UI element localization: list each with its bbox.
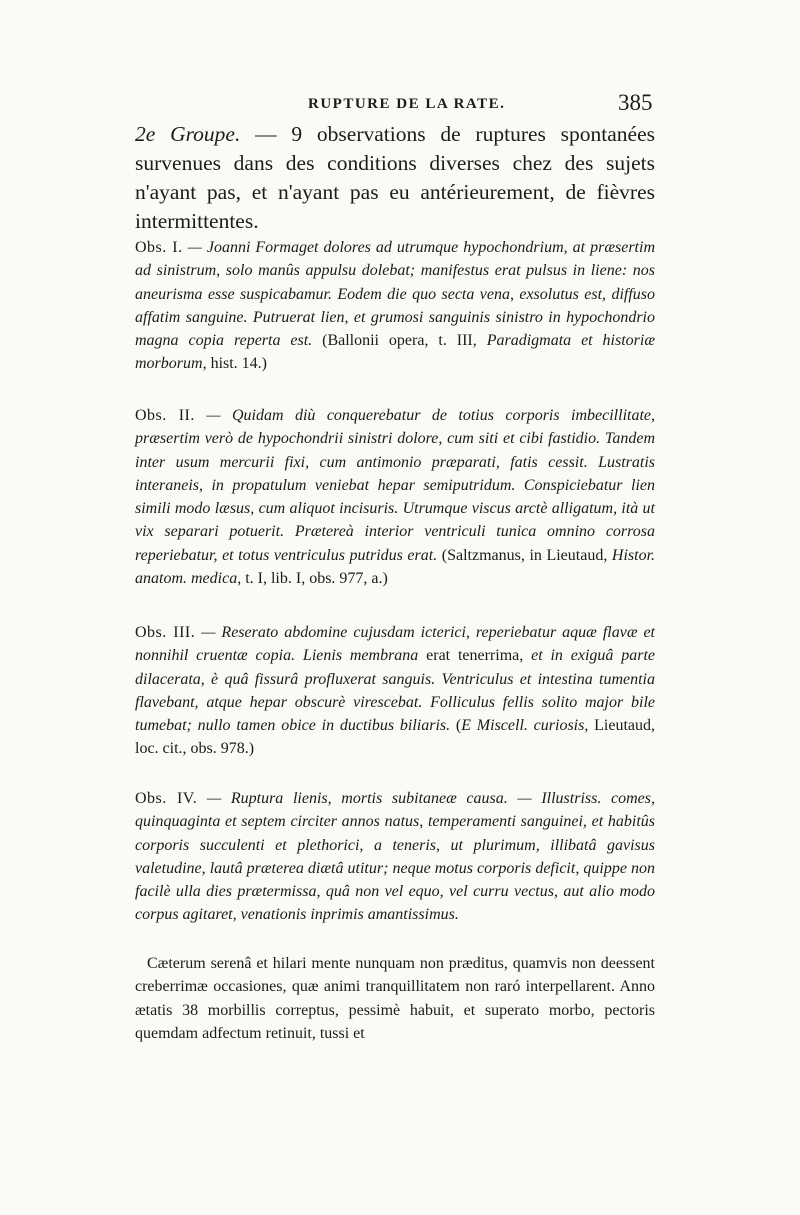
observation-3: [135, 621, 655, 761]
observation-source: (: [450, 717, 462, 735]
page-number: 385: [618, 90, 653, 115]
observation-source-end: hist. 14.): [206, 355, 268, 373]
observation-source-title: Histor. anatom. medica: [135, 546, 656, 588]
groupe-label: 2e Groupe.: [135, 122, 241, 146]
observation-source: (Ballonii opera, t. III,: [312, 332, 487, 350]
observation-4-continuation: [135, 952, 655, 1045]
observation-source-end: , Lieutaud, loc. cit., obs. 978.): [135, 717, 656, 758]
observation-latin-text: — Joanni Formaget dolores ad utrumque hypochondrium, at præsertim ad sinistrum, solo manûs appulsu dolebat; manifestus erat pulsus in liene: nos aneurisma esse suspicabamur. Eodem die quo secta vena, exsolutus est, diffuso affatim sanguine. Putruerat lien, et grumosi sanguinis sinistro in hypochondrio magna copia reperta est.: [135, 239, 655, 350]
observation-source-end: , t. I, lib. I, obs. 977, a.): [237, 570, 388, 588]
observation-source: (Saltzmanus, in Lieutaud,: [437, 546, 612, 564]
observation-latin-text: — Ruptura lienis, mortis subitaneæ causa. — Illustriss. comes, quinquaginta et septem circiter annos natus, temperamenti sanguinei, et habitûs corporis succulenti et plethorici, a teneris, ut plurimum, illibatâ gavisus valetudine, lautâ prætereа diætâ utitur; neque motus corporis deficit, quippe non facilè ulla dies prætermissa, quâ non vel equo, vel curru vectus, aut alio modo corpus agitaret, venationis inprimis amantissimus.: [135, 790, 655, 924]
observation-latin-text-continued: et in exiguâ parte dilacerata, è quâ fissurâ profluxerat sanguis. Ventriculus et intestina tumentia flavebant, atque hepar obscurè virescebat. Folliculus fellis solito major bile tumebat; nullo tamen obice in ductibus biliaris.: [135, 647, 656, 735]
groupe-paragraph: [135, 120, 655, 236]
running-title: RUPTURE DE LA RATE.: [308, 96, 506, 112]
observation-label: Obs. IV.: [135, 790, 198, 807]
continuation-text: Cæterum serenâ et hilari mente nunquam non præditus, quamvis non deessent creberrimæ occasiones, quæ animi tranquillitatem non raró interpellarent. Anno ætatis 38 morbillis correptus, pessimè habuit, et superato morbo, pectoris quemdam adfectum retinuit, tussi et: [135, 955, 655, 1042]
observation-label: Obs. III.: [135, 624, 196, 641]
observation-1: [135, 236, 655, 376]
observation-label: Obs. I.: [135, 239, 183, 256]
groupe-text: — 9 observations de ruptures spontanées survenues dans des conditions diverses chez des sujets n'ayant pas, et n'ayant pas eu antérieurement, de fièvres intermittentes.: [135, 122, 655, 233]
observation-2: [135, 404, 655, 590]
observation-source-title: E Miscell. curiosis: [461, 717, 585, 735]
observation-plain-text: erat tenerrima,: [418, 647, 532, 665]
observation-source-title: Paradigmata et historiæ morborum,: [135, 332, 656, 373]
observation-latin-text: — Reserato abdomine cujusdam icterici, reperiebatur aquæ flavæ et nonnihil cruentæ copia. Lienis membrana: [135, 624, 656, 665]
observation-latin-text: — Quidam diù conquerebatur de totius corporis imbecillitate, præsertim verò de hypochondrii sinistri dolore, cum siti et cibi fastidio. Tandem inter usum mercurii fixi, cum antimonio præparati, fatis cessit. Lustratis interaneis, in propatulum veniebat hepar semiputridum. Conspiciebatur lien simili modo læsus, cum aliquot incisuris. Utrumque viscus arctè alligatum, ità ut vix separari potuerit. Prætereà interior ventriculi tunica omnino corrosa reperiebatur, et totus ventriculus putridus erat.: [135, 407, 656, 564]
observation-label: Obs. II.: [135, 407, 195, 424]
observation-4: [135, 787, 655, 927]
